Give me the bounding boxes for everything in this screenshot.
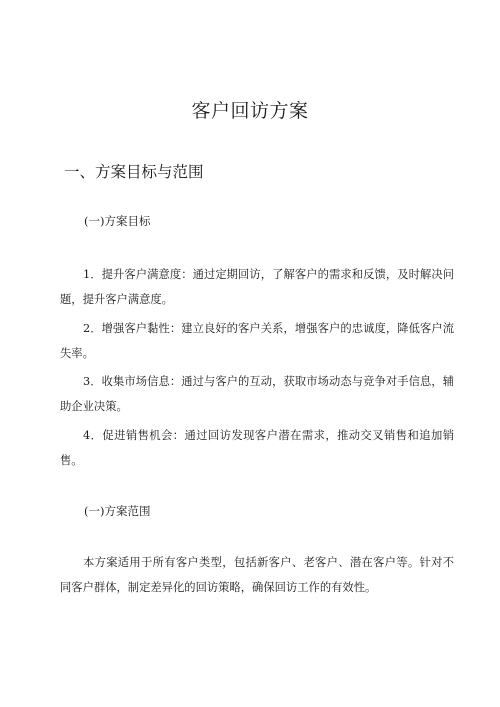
- goal-item-2: 2．增强客户黏性：建立良好的客户关系，增强客户的忠诚度，降低客户流失率。: [60, 322, 454, 360]
- section-heading: 一、方案目标与范围: [64, 163, 204, 181]
- goal-item-1: 1．提升客户满意度：通过定期回访，了解客户的需求和反馈，及时解决问题，提升客户满意度。: [60, 268, 454, 306]
- scope-paragraph: 本方案适用于所有客户类型，包括新客户、老客户、潜在客户等。针对不同客户群体，制定差异化的回访策略，确保回访工作的有效性。: [60, 556, 454, 594]
- goal-item-4: 4．促进销售机会：通过回访发现客户潜在需求，推动交叉销售和追加销售。: [60, 429, 454, 467]
- subsection-heading-goals: (一)方案目标: [84, 214, 151, 228]
- goal-item-3: 3．收集市场信息：通过与客户的互动，获取市场动态与竞争对手信息，辅助企业决策。: [60, 375, 454, 413]
- document-title: 客户回访方案: [191, 100, 309, 122]
- subsection-heading-scope: (一)方案范围: [84, 504, 151, 518]
